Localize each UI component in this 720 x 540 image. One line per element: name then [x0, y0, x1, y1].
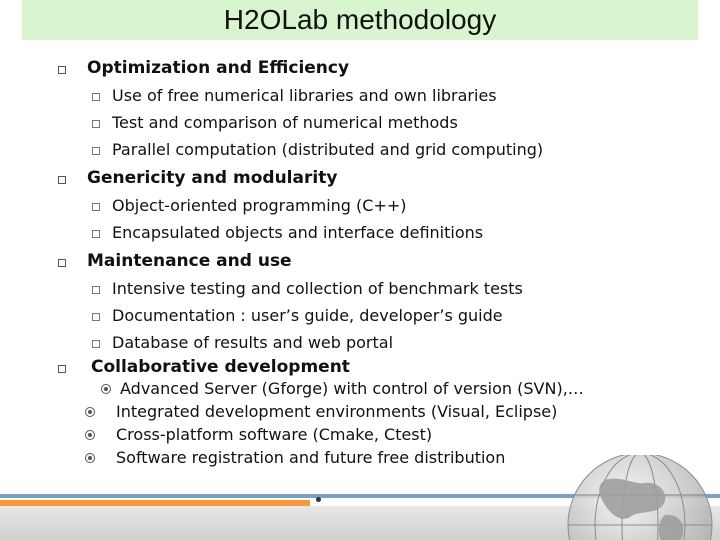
square-bullet-icon — [92, 230, 100, 238]
section-heading-genericity: Genericity and modularity — [87, 168, 338, 188]
target-bullet-icon — [85, 430, 95, 440]
square-bullet-icon — [58, 66, 66, 74]
list-item: Encapsulated objects and interface definitions — [112, 223, 484, 242]
slide-title: H2OLab methodology — [223, 4, 497, 35]
square-bullet-icon — [58, 259, 66, 267]
list-item: Intensive testing and collection of benchmark tests — [112, 279, 523, 298]
globe-icon — [545, 455, 720, 540]
list-item: Documentation : user’s guide, developer’s guide — [112, 306, 503, 325]
target-bullet-icon — [85, 407, 95, 417]
list-item: Integrated development environments (Visual, Eclipse) — [116, 402, 558, 421]
square-bullet-icon — [58, 176, 66, 184]
square-bullet-icon — [92, 340, 100, 348]
list-item: Advanced Server (Gforge) with control of version (SVN),… — [120, 379, 584, 398]
square-bullet-icon — [58, 365, 66, 373]
list-item: Database of results and web portal — [112, 333, 394, 352]
square-bullet-icon — [92, 120, 100, 128]
list-item: Object-oriented programming (C++) — [112, 196, 407, 215]
square-bullet-icon — [92, 286, 100, 294]
list-item: Software registration and future free distribution — [116, 448, 506, 467]
section-heading-collaborative: Collaborative development — [91, 357, 350, 377]
section-heading-optimization: Optimization and Efficiency — [87, 58, 350, 78]
target-bullet-icon — [101, 384, 111, 394]
square-bullet-icon — [92, 313, 100, 321]
section-heading-maintenance: Maintenance and use — [87, 251, 292, 271]
list-item: Cross-platform software (Cmake, Ctest) — [116, 425, 433, 444]
list-item: Use of free numerical libraries and own libraries — [112, 86, 497, 105]
target-bullet-icon — [85, 453, 95, 463]
list-item: Parallel computation (distributed and grid computing) — [112, 140, 544, 159]
square-bullet-icon — [92, 93, 100, 101]
list-item: Test and comparison of numerical methods — [112, 113, 458, 132]
square-bullet-icon — [92, 203, 100, 211]
square-bullet-icon — [92, 147, 100, 155]
footer-orange-bar — [0, 500, 310, 506]
footer-dot — [316, 497, 321, 502]
title-bar — [22, 0, 698, 40]
